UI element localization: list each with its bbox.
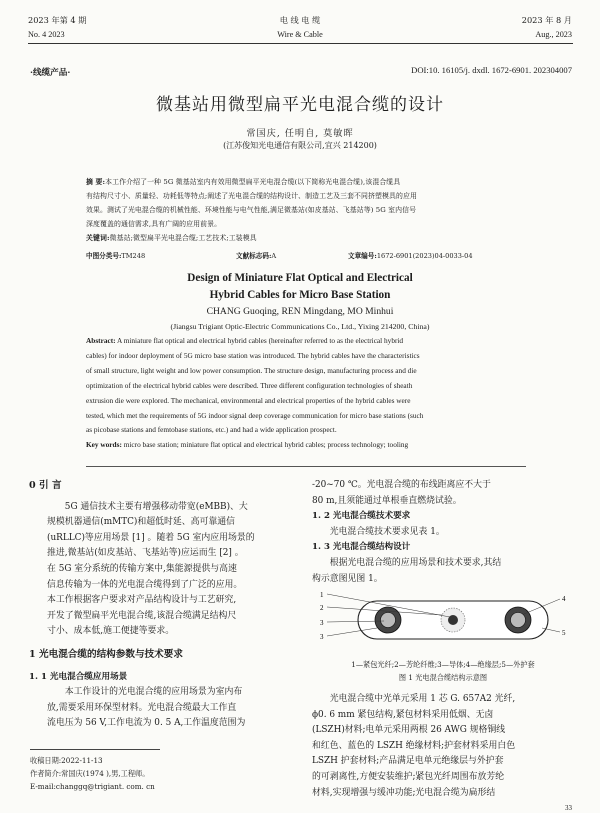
body-line: 规模机器通信(mMTC)和超低时延、高可靠通信 <box>47 517 236 528</box>
title-en-line1: Design of Miniature Flat Optical and Electrical <box>187 272 413 284</box>
affiliation-en: (Jiangsu Trigiant Optic-Electric Communications Co., Ltd., Yixing 214200, China) <box>170 322 430 331</box>
body-line: 构示意图见图 1。 <box>312 573 383 584</box>
doi: DOI:10. 16105/j. dxdl. 1672-6901. 202304007 <box>411 65 572 75</box>
callout-2: 2 <box>320 604 324 612</box>
body-line: 根据光电混合缆的应用场景和技术要求,其结 <box>329 557 502 568</box>
callout-4: 4 <box>562 595 566 603</box>
issue-date-cn: 2023 年 8 月 <box>521 15 572 25</box>
keywords-cn: 微基站;微型扁平光电混合缆;工艺技术;工装模具 <box>109 234 257 242</box>
body-line: 推进,微基站(如皮基站、飞基站等)应运而生 [2] 。 <box>47 548 244 559</box>
clc-label: 中图分类号: <box>86 252 122 260</box>
doc-code-label: 文献标志码: <box>236 252 272 260</box>
footnote-email: E-mail:changgq@trigiant. com. cn <box>30 782 155 791</box>
body-line: 光电混合缆中光单元采用 1 芯 G. 657A2 光纤, <box>329 694 516 704</box>
section-0-heading: 0 引 言 <box>29 480 62 491</box>
body-line: (uRLLC)等应用场景 [1] 。随着 5G 室内应用场景的 <box>47 532 255 543</box>
body-line: 在 5G 室分系统的传输方案中,集能源提供与高速 <box>47 563 237 574</box>
affiliation-cn: (江苏俊知光电通信有限公司,宜兴 214200) <box>223 141 377 150</box>
abstract-cn-line: 本工作介绍了一种 5G 微基站室内有效用微型扁平光电混合缆(以下简称光电混合缆),该混合缆具 <box>105 178 401 186</box>
page-number: 33 <box>565 804 572 812</box>
left-column <box>29 478 293 732</box>
footnote-rule <box>30 749 160 750</box>
callout-3: 3 <box>320 619 324 627</box>
tight-buffered-fiber <box>448 615 458 625</box>
abstract-en-line: extrusion die were explored. The mechanical, environmental and electrical properties of the hybrid cables were <box>86 395 411 405</box>
journal-issue-en: No. 4 2023 <box>28 30 65 39</box>
title-cn: 微基站用微型扁平光电混合缆的设计 <box>156 95 444 115</box>
journal-name-en: Wire & Cable <box>277 30 323 39</box>
abstract-en-line: cables) for indoor deployment of 5G micro base station was introduced. The hybrid cables have the characteristics <box>86 350 420 360</box>
classification-line <box>86 250 526 262</box>
abstract-en-line: of small structure, light weight and low power consumption. The structure design, manufacturing process and die <box>86 365 417 375</box>
footnote <box>30 754 155 793</box>
figure-legend: 1—紧包光纤;2—芳纶纤维;3—导体;4—绝缘层;5—外护套 <box>351 660 535 669</box>
abstract-cn <box>86 175 526 245</box>
body-line: 流电压为 56 V,工作电流为 0. 5 A,工作温度范围为 <box>47 718 246 729</box>
body-line: 放,需要采用环保型材料。光电混合缆最大工作直 <box>47 702 237 713</box>
body-line: 光电混合缆技术要求见表 1。 <box>329 526 445 537</box>
footnote-received: 收稿日期:2022-11-13 <box>30 756 103 765</box>
body-line: 本工作设计的光电混合缆的应用场景为室内布 <box>64 687 243 698</box>
body-line: 开发了微型扁平光电混合缆,该混合缆满足结构尺 <box>47 610 237 621</box>
body-line: LSZH 护套材料;产品满足电单元绝缘层与外护套 <box>312 756 504 767</box>
abstract-en-label: Abstract: <box>86 336 116 345</box>
callout-5: 5 <box>562 629 566 637</box>
header-rule <box>28 43 573 44</box>
section-1-heading: 1 光电混合缆的结构参数与技术要求 <box>29 648 183 660</box>
issue-date-en: Aug., 2023 <box>535 30 572 39</box>
body-line: 材料,实现增强与缓冲功能;光电混合缆为扁形结 <box>312 787 496 798</box>
article-no-label: 文章编号: <box>348 252 377 260</box>
footnote-author: 作者简介:常国庆(1974 ),男,工程师。 <box>30 769 150 778</box>
keywords-cn-label: 关键词: <box>86 234 110 242</box>
right-column <box>312 478 574 587</box>
conductor-left <box>381 613 396 628</box>
abstract-en-line: as picobase stations and femtobase stations, etc.) and had a wide application prospect. <box>86 425 337 435</box>
authors-en: CHANG Guoqing, REN Mingdang, MO Minhui <box>206 306 394 317</box>
conductor-right <box>511 613 526 628</box>
section-1-2-heading: 1. 2 光电混合缆技术要求 <box>312 511 411 522</box>
body-line: 的可剥离性,方便安装维护;紧包光纤周围布放芳纶 <box>312 771 505 782</box>
abstract-en-line: A miniature flat optical and electrical hybrid cables (hereinafter referred to as the electrical hybrid <box>117 336 404 345</box>
abstract-rule <box>86 466 526 467</box>
abstract-cn-line: 有结构尺寸小、质量轻、功耗低等特点;阐述了光电混合缆的结构设计、制造工艺及三套不同挤塑模具的应用 <box>86 192 417 200</box>
abstract-en-line: tested, which met the requirements of 5G indoor signal deep coverage communication for micro base stations (such <box>86 410 424 420</box>
body-line: (LSZH)材料;电单元采用两根 26 AWG 规格铜线 <box>312 725 506 736</box>
body-line: 信息传输为一体的光电混合缆得到了广泛的应用。 <box>47 579 243 590</box>
figure-caption: 图 1 光电混合缆结构示意图 <box>398 673 488 682</box>
journal-issue-cn: 2023 年第 4 期 <box>28 15 87 25</box>
callout-3b: 3 <box>320 633 324 641</box>
body-line: 和红色、蓝色的 LSZH 绝缘材料;护套材料采用白色 <box>312 740 516 751</box>
journal-name-cn: 电 线 电 缆 <box>279 15 321 25</box>
abstract-cn-label: 摘 要: <box>86 178 106 186</box>
article-no-value: 1672-6901(2023)04-0033-04 <box>376 252 473 260</box>
right-column-body <box>312 692 574 801</box>
abstract-en-line: optimization of the electrical hybrid cables were described. Three different configuration technologies of sheath <box>86 380 413 390</box>
keywords-en: micro base station; miniature flat optical and electrical hybrid cables; process technology; tooling <box>123 440 409 450</box>
column-tag: ·线缆产品· <box>30 68 71 78</box>
body-line: 80 m,且须能通过单根垂直燃烧试验。 <box>312 495 462 506</box>
authors-cn: 常国庆, 任明自, 莫敏晖 <box>246 128 354 139</box>
abstract-cn-line: 深度覆盖的通信需求,具有广阔的应用前景。 <box>86 220 222 228</box>
cable-structure-figure <box>312 588 574 656</box>
section-1-3-heading: 1. 3 光电混合缆结构设计 <box>312 542 411 553</box>
clc-value: TM248 <box>121 252 146 260</box>
body-line: 寸小、成本低,施工便捷等要求。 <box>47 626 175 637</box>
title-en-line2: Hybrid Cables for Micro Base Station <box>209 289 391 301</box>
abstract-en <box>86 334 526 453</box>
body-line: 本工作根据客户要求对产品结构设计与工艺研究, <box>47 595 237 606</box>
body-line: 5G 通信技术主要有增强移动带宽(eMBB)、大 <box>64 501 248 512</box>
body-line: -20~70 ℃。光电混合缆的布线距离应不大于 <box>312 480 491 490</box>
keywords-en-label: Key words: <box>86 440 122 450</box>
body-line: ϕ0. 6 mm 紧包结构,紧包材料采用低烟、无卤 <box>312 709 494 720</box>
abstract-cn-line: 效果。测试了光电混合缆的机械性能、环境性能与电气性能,满足微基站(如皮基站、飞基站等) 5G 室内信号 <box>86 206 417 214</box>
doc-code-value: A <box>271 252 277 260</box>
section-1-1-heading: 1. 1 光电混合缆应用场景 <box>29 671 128 682</box>
callout-1: 1 <box>320 591 324 599</box>
